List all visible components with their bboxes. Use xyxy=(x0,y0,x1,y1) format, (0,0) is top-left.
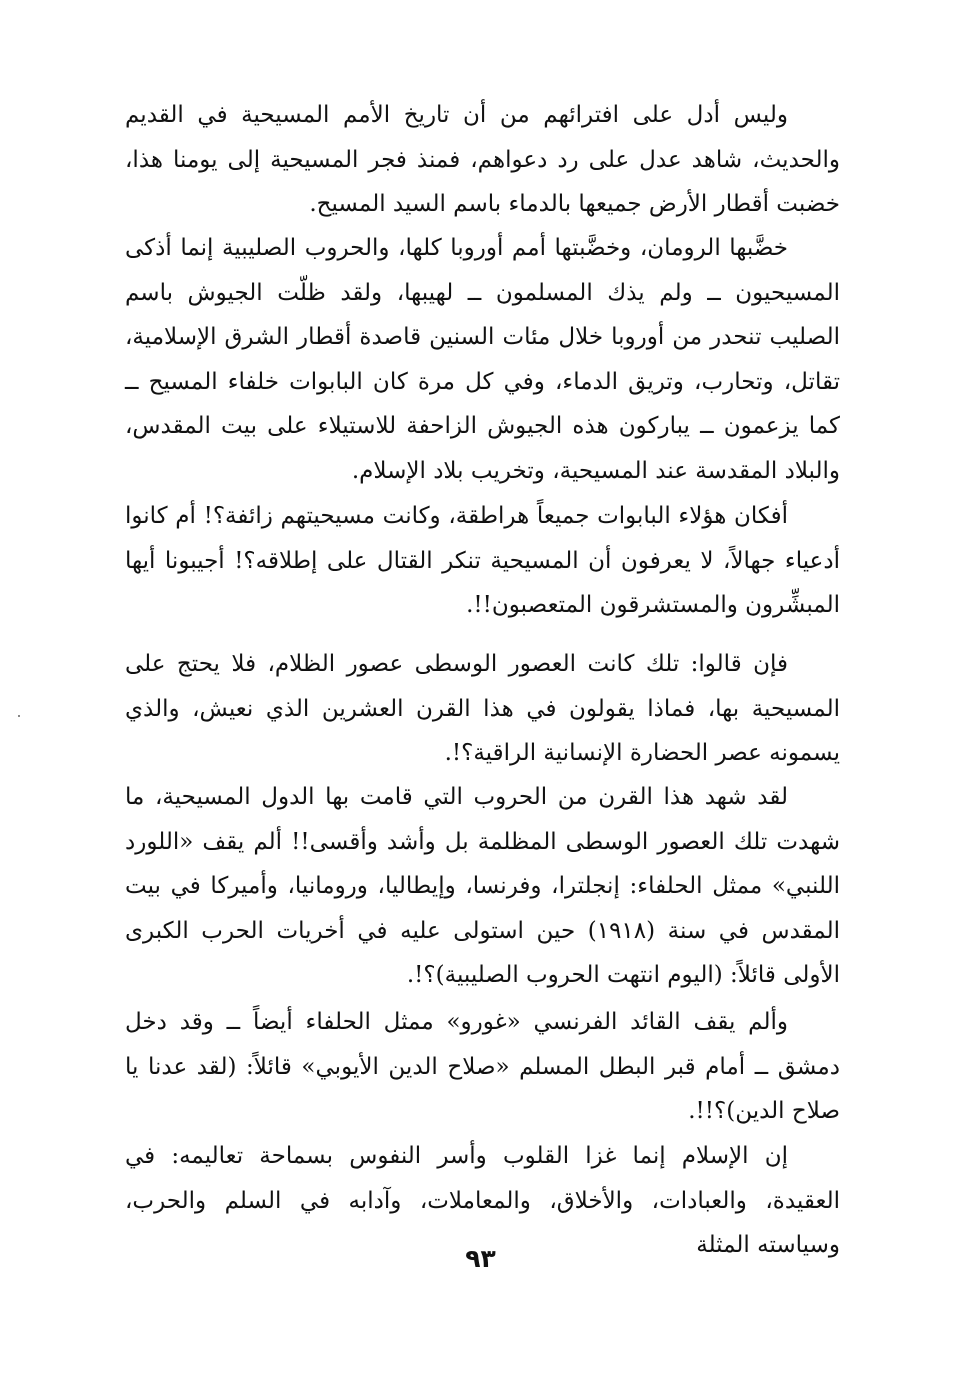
paragraph-text: خضَّبها الرومان، وخضَّبتها أمم أوروبا كلها، والحروب الصليبية إنما أذكى المسيحيون ــ ولم يذك المسلمون ــ لهيبها، ولقد ظلّت الجيوش باسم الصليب تنحدر من أوروبا خلال مئات السنين قاصدة أقطار الشرق الإسلامية، تقاتل، وتحارب، وتريق الدماء، وفي كل مرة كان البابوات خلفاء المسيح ــ كما يزعمون ــ يباركون هذه الجيوش الزاحفة للاستيلاء على بيت المقدس، والبلاد المقدسة عند المسيحية، وتخريب بلاد الإسلام. xyxy=(125,235,840,484)
paragraph-5 xyxy=(125,775,840,998)
paragraph-text: لقد شهد هذا القرن من الحروب التي قامت بها الدول المسيحية، ما شهدت تلك العصور الوسطى المظلمة بل وأشد وأقسى!! ألم يقف «اللورد اللنبي» ممثل الحلفاء: إنجلترا، وفرنسا، وإيطاليا، ورومانيا، وأميركا في بيت المقدس في سنة (١٩١٨) حين استولى عليه في أخريات الحرب الكبرى الأولى قائلاً: (اليوم انتهت الحروب الصليبية)؟!. xyxy=(125,784,840,989)
paragraph-1 xyxy=(125,93,840,227)
page-number: ٩٣ xyxy=(465,1244,496,1273)
paragraph-text: وألم يقف القائد الفرنسي «غورو» ممثل الحلفاء أيضاً ــ وقد دخل دمشق ــ أمام قبر البطل المسلم «صلاح الدين الأيوبي» قائلاً: (لقد عدنا يا صلاح الدين)؟!!. xyxy=(125,1009,840,1125)
paragraph-text: فإن قالوا: تلك كانت العصور الوسطى عصور الظلام، فلا يحتج على المسيحية بها، فماذا يقولون في هذا القرن العشرين الذي نعيش، والذي يسمونه عصر الحضارة الإنسانية الراقية؟!. xyxy=(125,651,840,767)
scan-speck xyxy=(18,715,20,717)
paragraph-4 xyxy=(125,642,840,776)
paragraph-text: إن الإسلام إنما غزا القلوب وأسر النفوس بسماحة تعاليمه: في العقيدة، والعبادات، والأخلاق، والمعاملات، وآدابه في السلم والحرب، وسياسته المثلة xyxy=(125,1143,840,1259)
paragraph-text: أفكان هؤلاء البابوات جميعاً هراطقة، وكانت مسيحيتهم زائفة؟! أم كانوا أدعياء جهالاً، لا يعرفون أن المسيحية تنكر القتال على إطلاقه؟! أجيبونا أيها المبشِّرون والمستشرقون المتعصبون!!. xyxy=(125,503,840,619)
paragraph-6 xyxy=(125,1000,840,1134)
paragraph-3 xyxy=(125,494,840,628)
paragraph-text: وليس أدل على افترائهم من أن تاريخ الأمم المسيحية في القديم والحديث، شاهد عدل على رد دعواهم، فمنذ فجر المسيحية إلى يومنا هذا، خضبت أقطار الأرض جميعها بالدماء باسم السيد المسيح. xyxy=(125,102,840,218)
paragraph-2 xyxy=(125,226,840,494)
